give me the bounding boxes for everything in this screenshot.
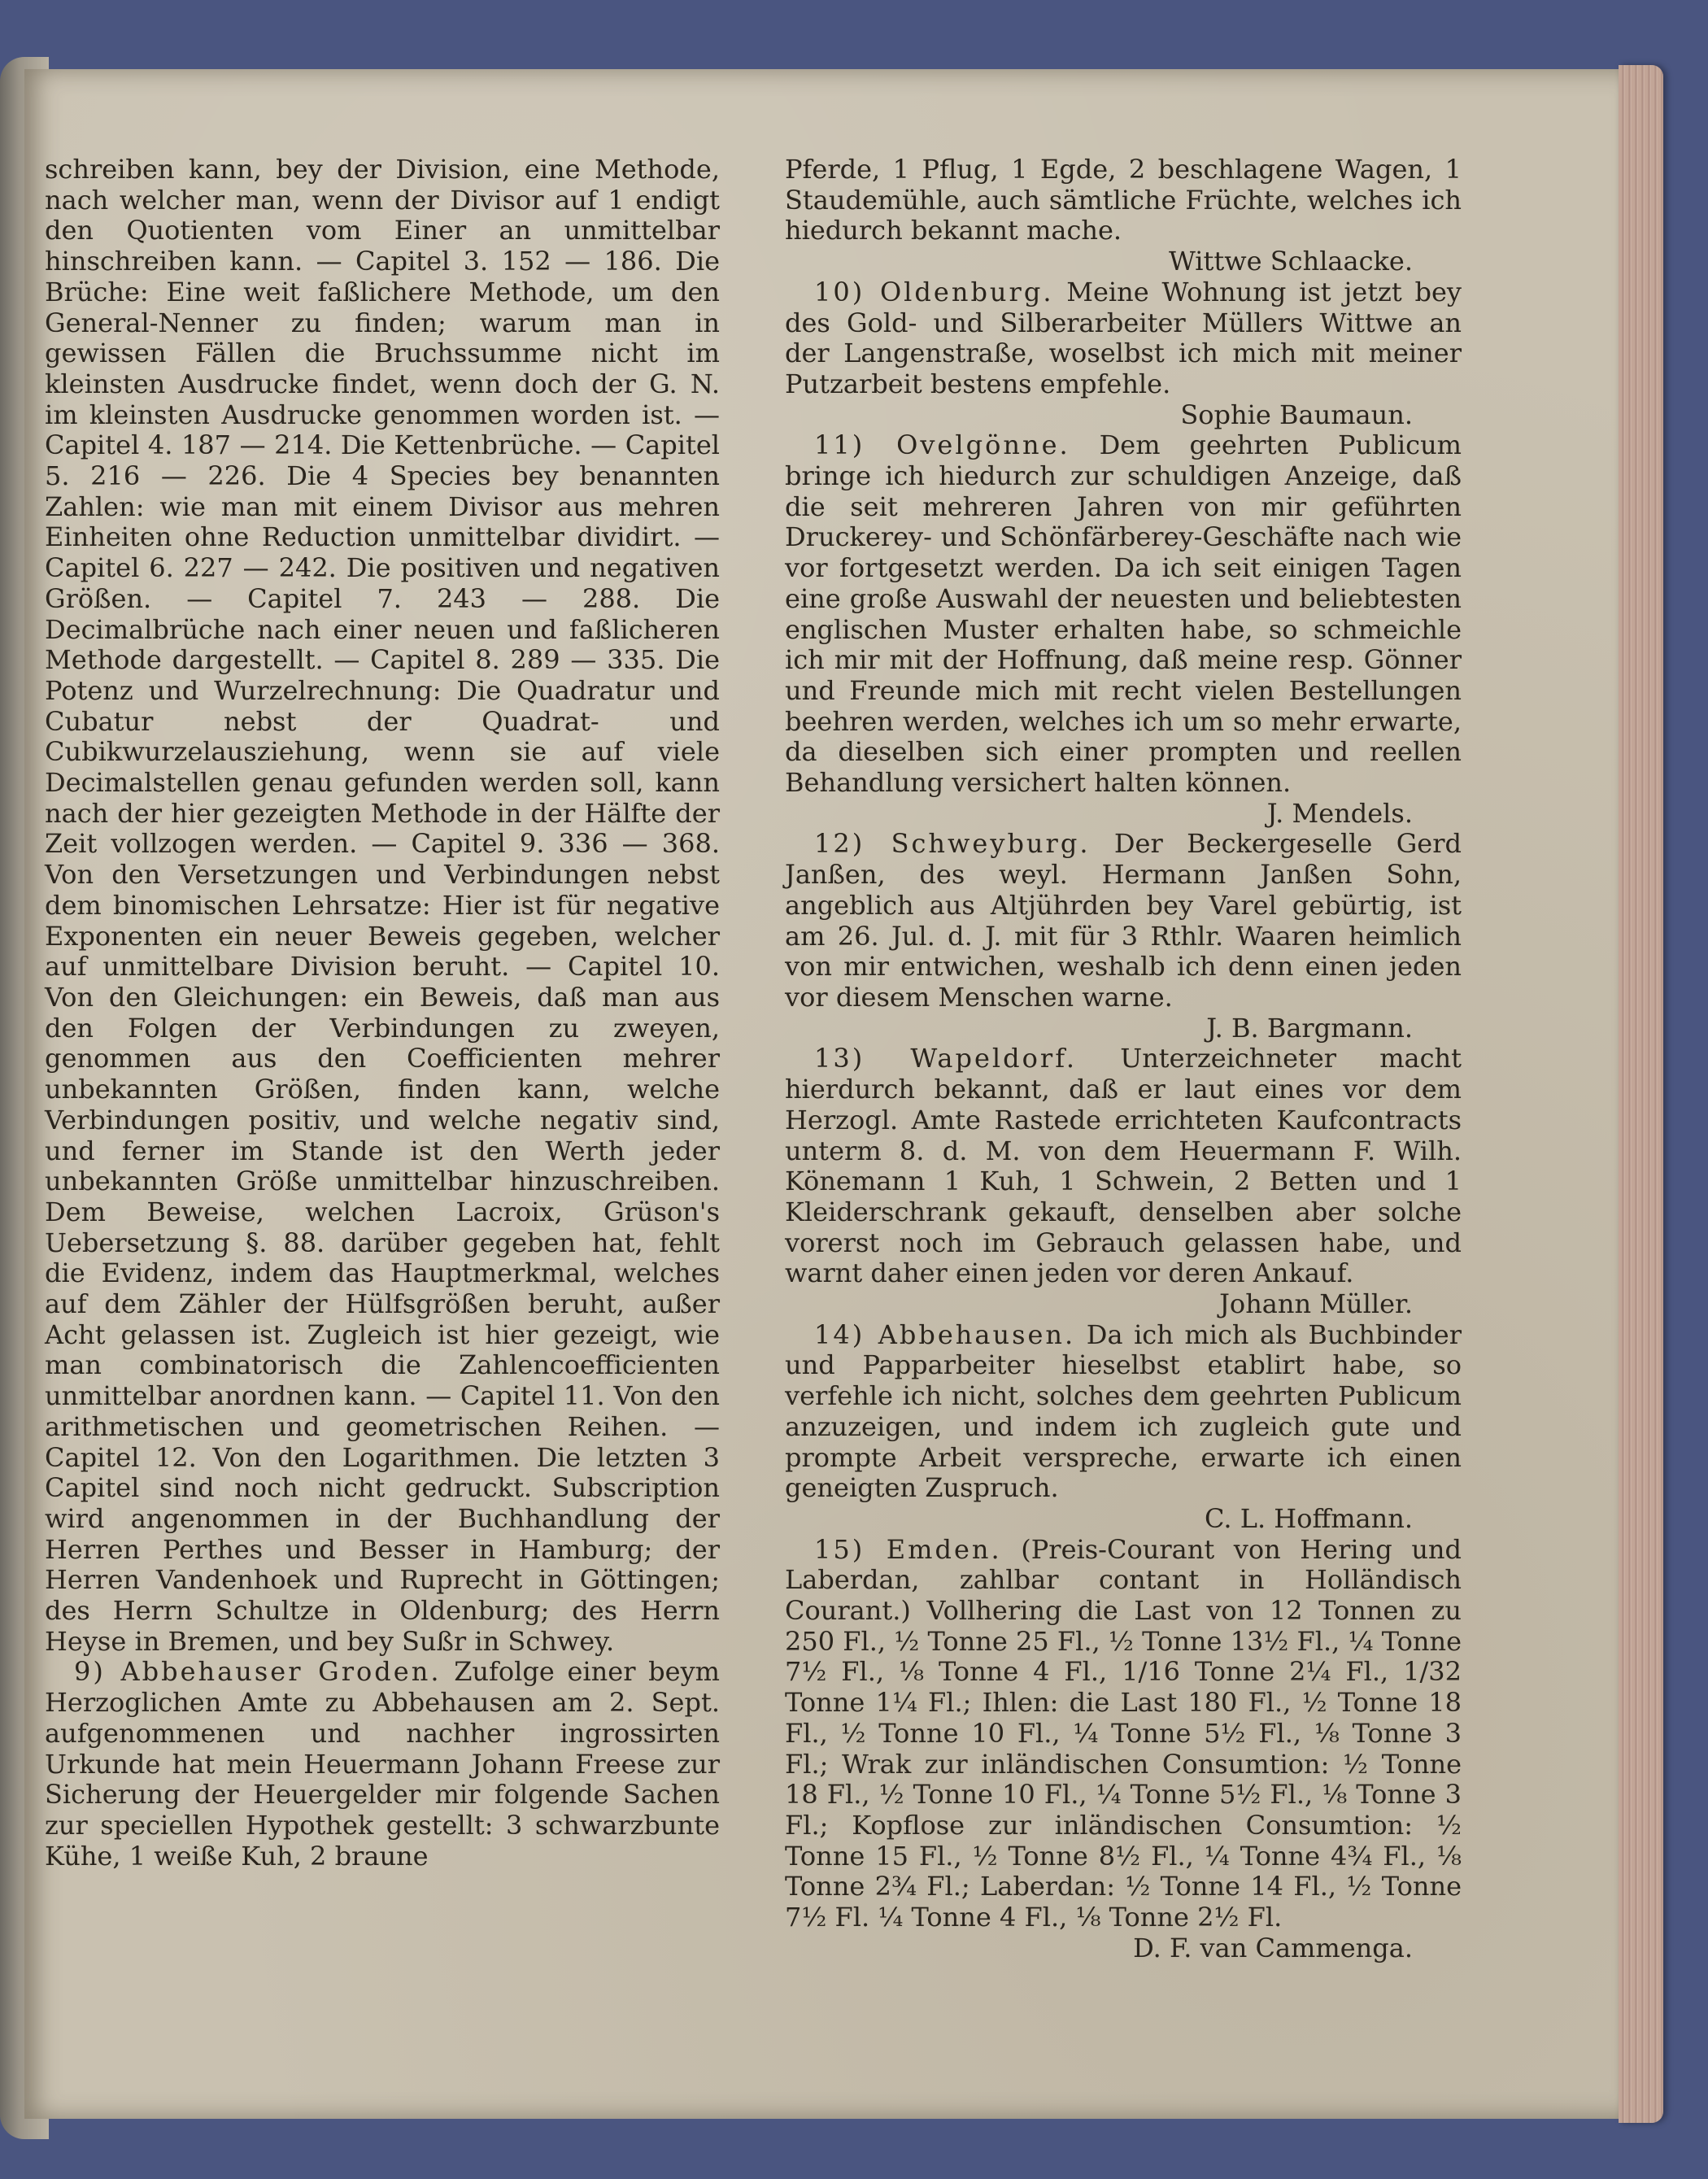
notice-13-body: Unterzeichneter macht hierdurch bekannt, daß er laut eines vor dem Herzogl. Amte Rastede errichteten Kaufcontracts unterm 8. d. M. von dem Heuermann F. Wilh. Könemann 1 Kuh, 1 Schwein, 2 Betten und 1 Kleiderschrank gekauft, denselben aber solche vorerst noch im Gebrauch gelassen habe, und warnt daher einen jeden vor deren Ankauf. [785, 1043, 1462, 1289]
notice-14-heading: 14) Abbehausen. [814, 1318, 1076, 1350]
notice-15-heading: 15) Emden. [814, 1533, 1002, 1565]
notice-continued-signature: Wittwe Schlaacke. [1168, 246, 1413, 277]
page-stack-edges [1619, 65, 1663, 2123]
notice-12-body: Der Beckergeselle Gerd Janßen, des weyl. Hermann Janßen Sohn, angeblich aus Altjührden bey Varel gebürtig, ist am 26. Jul. d. J. mit für 3 Rthlr. Waaren heimlich von mir entwichen, weshalb ich denn einen jeden vor diesem Menschen warne. [785, 828, 1462, 1013]
notice-14 [785, 1320, 1462, 1504]
notice-13-heading: 13) Wapeldorf. [814, 1043, 1078, 1074]
notice-13-signature: Johann Müller. [1219, 1288, 1413, 1320]
notice-14-body: Da ich mich als Buchbinder und Papparbeiter hieselbst etablirt habe, so verfehle ich nicht, solches dem geehrten Publicum anzuzeigen, und indem ich zugleich gute und prompte Arbeit verspreche, erwarte ich einen geneigten Zuspruch. [785, 1318, 1462, 1504]
notice-10-signature: Sophie Baumaun. [1180, 399, 1413, 430]
notice-9-heading: 9) Abbehauser Groden. [74, 1656, 442, 1688]
notice-9 [45, 1657, 720, 1872]
notice-continued: Pferde, 1 Pflug, 1 Egde, 2 beschlagene Wagen, 1 Staudemühle, auch sämtliche Früchte, welches ich hiedurch bekannt mache. [785, 154, 1462, 246]
notice-10-heading: 10) Oldenburg. [814, 276, 1054, 307]
notice-15-signature: D. F. van Cammenga. [1133, 1932, 1413, 1963]
notice-12-signature: J. B. Bargmann. [1206, 1012, 1413, 1044]
notice-11 [785, 430, 1462, 798]
book-subscription-text: schreiben kann, bey der Division, eine Methode, nach welcher man, wenn der Divisor auf 1 endigt den Quotienten vom Einer an unmittelbar hinschreiben kann. — Capitel 3. 152 — 186. Die Brüche: Eine weit faßlichere Methode, um den General-Nenner zu finden; warum man in gewissen Fällen die Bruchssumme nicht im kleinsten Ausdrucke findet, wenn doch der G. N. im kleinsten Ausdrucke genommen worden ist. — Capitel 4. 187 — 214. Die Kettenbrüche. — Capitel 5. 216 — 226. Die 4 Species bey benannten Zahlen: wie man mit einem Divisor aus mehren Einheiten ohne Reduction unmittelbar dividirt. — Capitel 6. 227 — 242. Die positiven und negativen Größen. — Capitel 7. 243 — 288. Die Decimalbrüche nach einer neuen und faßlicheren Methode dargestellt. — Capitel 8. 289 — 335. Die Potenz und Wurzelrechnung: Die Quadratur und Cubatur nebst der Quadrat- und Cubikwurzelausziehung, wenn sie auf viele Decimalstellen genau gefunden werden soll, kann nach der hier gezeigten Methode in der Hälfte der Zeit vollzogen werden. — Capitel 9. 336 — 368. Von den Versetzungen und Verbindungen nebst dem binomischen Lehrsatze: Hier ist für negative Exponenten ein neuer Beweis gegeben, welcher auf unmittelbare Division beruht. — Capitel 10. Von den Gleichungen: ein Beweis, daß man aus den Folgen der Verbindungen zu zweyen, genommen aus den Coefficienten mehrer unbekannten Größen, finden kann, welche Verbindungen positiv, und welche negativ sind, und ferner im Stande ist den Werth jeder unbekannten Größe unmittelbar hinzuschreiben. Dem Beweise, welchen Lacroix, Grüson's Uebersetzung §. 88. darüber gegeben hat, fehlt die Evidenz, indem das Hauptmerkmal, welches auf dem Zähler der Hülfsgrößen beruht, außer Acht gelassen ist. Zugleich ist hier gezeigt, wie man combinatorisch die Zahlencoefficienten unmittelbar anordnen kann. — Capitel 11. Von den arithmetischen und geometrischen Reihen. — Capitel 12. Von den Logarithmen. Die letzten 3 Capitel sind noch nicht gedruckt. Subscription wird angenommen in der Buchhandlung der Herren Perthes und Besser in Hamburg; der Herren Vandenhoek und Ruprecht in Göttingen; des Herrn Schultze in Oldenburg; des Herrn Heyse in Bremen, und bey Sußr in Schwey. [45, 154, 720, 1657]
notice-14-signature: C. L. Hoffmann. [1205, 1502, 1413, 1534]
notice-15-body: (Preis-Courant von Hering und Laberdan, zahlbar contant in Holländisch Courant.) Vollhering die Last von 12 Tonnen zu 250 Fl., ½ Tonne 25 Fl., ½ Tonne 13½ Fl., ¼ Tonne 7½ Fl., ⅛ Tonne 4 Fl., 1/16 Tonne 2¼ Fl., 1/32 Tonne 1¼ Fl.; Ihlen: die Last 180 Fl., ½ Tonne 18 Fl., ½ Tonne 10 Fl., ¼ Tonne 5½ Fl., ⅛ Tonne 3 Fl.; Wrak zur inländischen Consumtion: ½ Tonne 18 Fl., ½ Tonne 10 Fl., ¼ Tonne 5½ Fl., ⅛ Tonne 3 Fl.; Kopflose zur inländischen Consumtion: ½ Tonne 15 Fl., ½ Tonne 8½ Fl., ¼ Tonne 4¾ Fl., ⅛ Tonne 2¾ Fl.; Laberdan: ½ Tonne 14 Fl., ½ Tonne 7½ Fl. ¼ Tonne 4 Fl., ⅛ Tonne 2½ Fl. [785, 1533, 1462, 1933]
notice-11-heading: 11) Ovelgönne. [814, 429, 1070, 461]
notice-12 [785, 829, 1462, 1013]
notice-12-heading: 12) Schweyburg. [814, 828, 1091, 860]
notice-10-body: Meine Wohnung ist jetzt bey des Gold- und Silberarbeiter Müllers Wittwe an der Langenstraße, woselbst ich mich mit meiner Putzarbeit bestens empfehle. [785, 276, 1462, 399]
notice-13 [785, 1044, 1462, 1289]
right-text-column [785, 155, 1462, 1963]
notice-10 [785, 277, 1462, 400]
notice-15 [785, 1535, 1462, 1933]
notice-11-body: Dem geehrten Publicum bringe ich hiedurch zur schuldigen Anzeige, daß die seit mehreren Jahren von mir geführten Druckerey- und Schönfärberey-Geschäfte nach wie vor fortgesetzt werden. Da ich seit einigen Tagen eine große Auswahl der neuesten und beliebtesten englischen Muster erhalten habe, so schmeichle ich mir mit der Hoffnung, daß meine resp. Gönner und Freunde mich mit recht vielen Bestellungen beehren werden, welches ich um so mehr erwarte, da dieselben sich einer prompten und reellen Behandlung versichert halten können. [785, 429, 1462, 799]
left-text-column [45, 155, 720, 1872]
notice-11-signature: J. Mendels. [1266, 797, 1413, 829]
notice-9-body: Zufolge einer beym Herzoglichen Amte zu Abbehausen am 2. Sept. aufgenommenen und nachher ingrossirten Urkunde hat mein Heuermann Johann Freese zur Sicherung der Heuergelder mir folgende Sachen zur speciellen Hypothek gestellt: 3 schwarzbunte Kühe, 1 weiße Kuh, 2 braune [45, 1656, 721, 1872]
